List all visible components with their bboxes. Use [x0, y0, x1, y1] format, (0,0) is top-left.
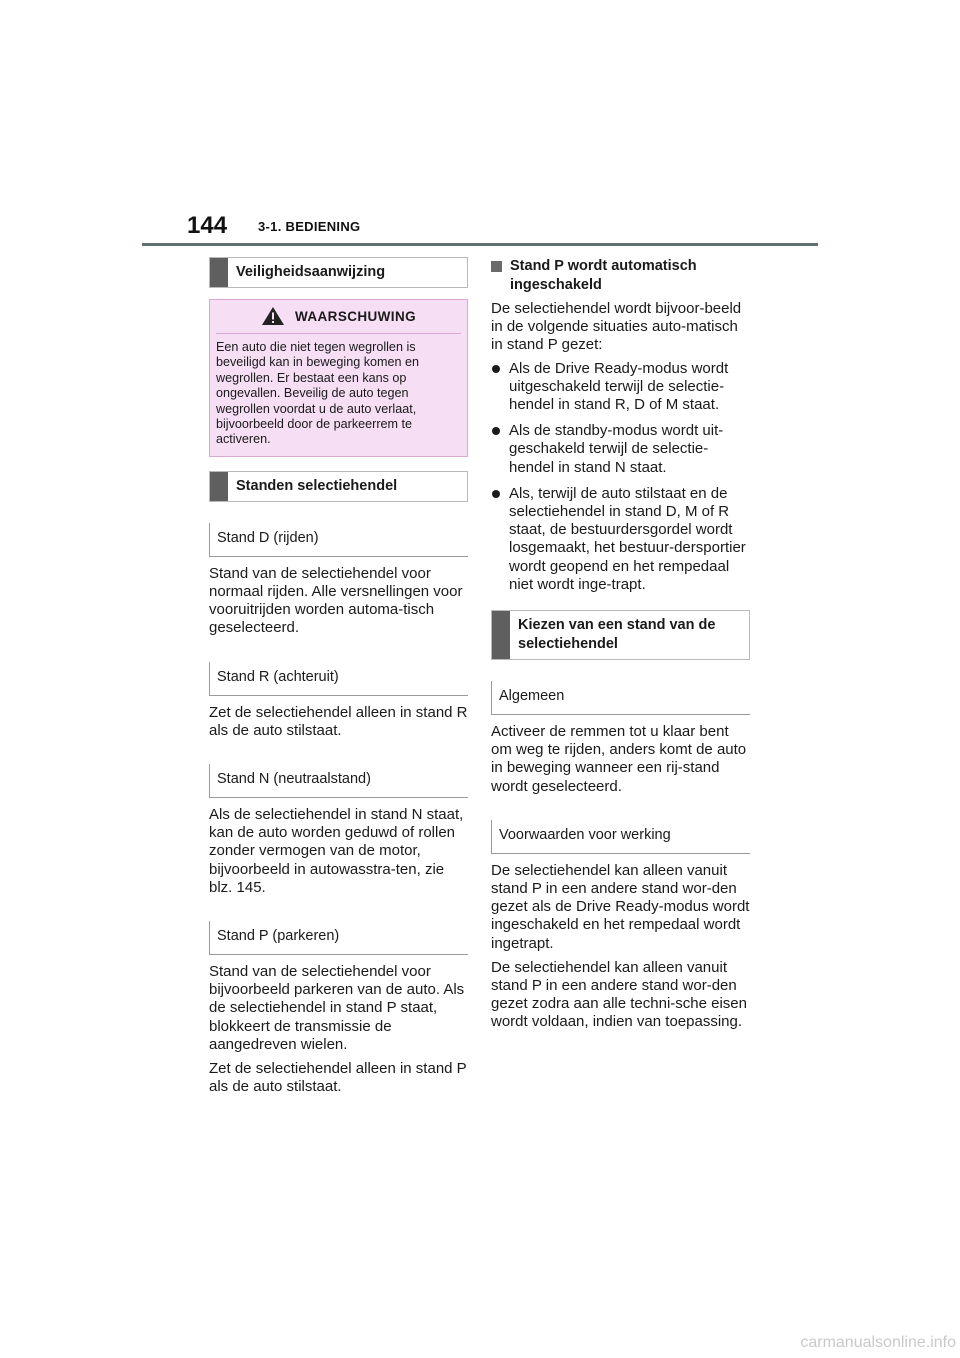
paragraph-stand-p-2: Zet de selectiehendel alleen in stand P als de auto stilstaat. — [209, 1060, 467, 1096]
section-positions — [209, 471, 468, 502]
heading-auto-p — [491, 257, 750, 295]
section-bar — [210, 472, 228, 501]
warning-header — [216, 306, 461, 334]
section-bar — [210, 258, 228, 287]
right-column — [491, 257, 750, 1032]
subheading-stand-r: Stand R (achteruit) — [209, 662, 468, 696]
warning-text: Een auto die niet tegen wegrollen is beveiligd kan in beweging komen en wegrollen. Er bestaat een kans op ongevallen. Beveilig de auto tegen wegrollen voordat u de auto verlaat, bijvoorbeeld door de parkeerrem te activeren. — [216, 340, 420, 447]
list-item: Als, terwijl de auto stilstaat en de selectiehendel in stand D, M of R staat, de bestuurdersgordel wordt losgemaakt, het bestuur-dersportier wordt geopend en het rempedaal niet wordt inge-trapt. — [491, 485, 750, 594]
paragraph-stand-p-1: Stand van de selectiehendel voor bijvoorbeeld parkeren van de auto. Als de selectiehendel in stand P staat, blokkeert de transmissie de aangedreven wielen. — [209, 963, 465, 1053]
left-column — [209, 257, 468, 1097]
subheading-stand-n: Stand N (neutraalstand) — [209, 764, 468, 798]
subheading-conditions: Voorwaarden voor werking — [491, 820, 750, 854]
subheading-stand-p: Stand P (parkeren) — [209, 921, 468, 955]
warning-triangle-icon — [261, 306, 285, 326]
paragraph-auto-p-intro: De selectiehendel wordt bijvoor-beeld in de volgende situaties auto-matisch in stand P gezet: — [491, 300, 742, 354]
paragraph-stand-d: Stand van de selectiehendel voor normaal rijden. Alle versnellingen voor vooruitrijden worden automa-tisch geselecteerd. — [209, 564, 463, 637]
paragraph-conditions-2: De selectiehendel kan alleen vanuit stand P in een andere stand wor-den gezet zodra aan alle techni-sche eisen wordt voldaan, indien van toepassing. — [491, 958, 747, 1031]
list-item: Als de standby-modus wordt uit-geschakeld terwijl de selectie-hendel in stand N staat. — [491, 422, 750, 477]
paragraph-stand-n: Als de selectiehendel in stand N staat, kan de auto worden geduwd of rollen zonder vermogen van de motor, bijvoorbeeld in autowasstra-ten, zie blz. 145. — [209, 806, 464, 896]
watermark: carmanualsonline.info — [800, 1334, 956, 1351]
paragraph-stand-r: Zet de selectiehendel alleen in stand R als de auto stilstaat. — [209, 703, 468, 739]
subheading-general: Algemeen — [491, 681, 750, 715]
heading-auto-p-text: Stand P wordt automatisch ingeschakeld — [510, 258, 697, 293]
list-item: Als de Drive Ready-modus wordt uitgeschakeld terwijl de selectie-hendel in stand R, D of M staat. — [491, 360, 750, 415]
page-number: 144 — [187, 212, 228, 239]
chapter-title: 3-1. BEDIENING — [258, 219, 361, 234]
bullet-list-auto-p — [491, 360, 750, 594]
paragraph-general: Activeer de remmen tot u klaar bent om weg te rijden, anders komt de auto in beweging wanneer een rij-stand wordt geselecteerd. — [491, 723, 747, 795]
square-bullet-icon — [491, 261, 502, 272]
section-title: Veiligheidsaanwijzing — [236, 264, 386, 280]
subheading-stand-d: Stand D (rijden) — [209, 523, 468, 557]
warning-box — [209, 299, 468, 457]
section-choose — [491, 610, 750, 660]
section-safety — [209, 257, 468, 288]
section-title: Kiezen van een stand van de selectiehendel — [518, 617, 716, 653]
section-title: Standen selectiehendel — [236, 477, 398, 494]
warning-label: WAARSCHUWING — [294, 308, 417, 324]
section-bar — [492, 611, 510, 659]
header-rule — [142, 243, 818, 246]
paragraph-conditions-1: De selectiehendel kan alleen vanuit stand P in een andere stand wor-den gezet als de Drive Ready-modus wordt ingeschakeld en het rempedaal wordt ingetrapt. — [491, 861, 750, 952]
